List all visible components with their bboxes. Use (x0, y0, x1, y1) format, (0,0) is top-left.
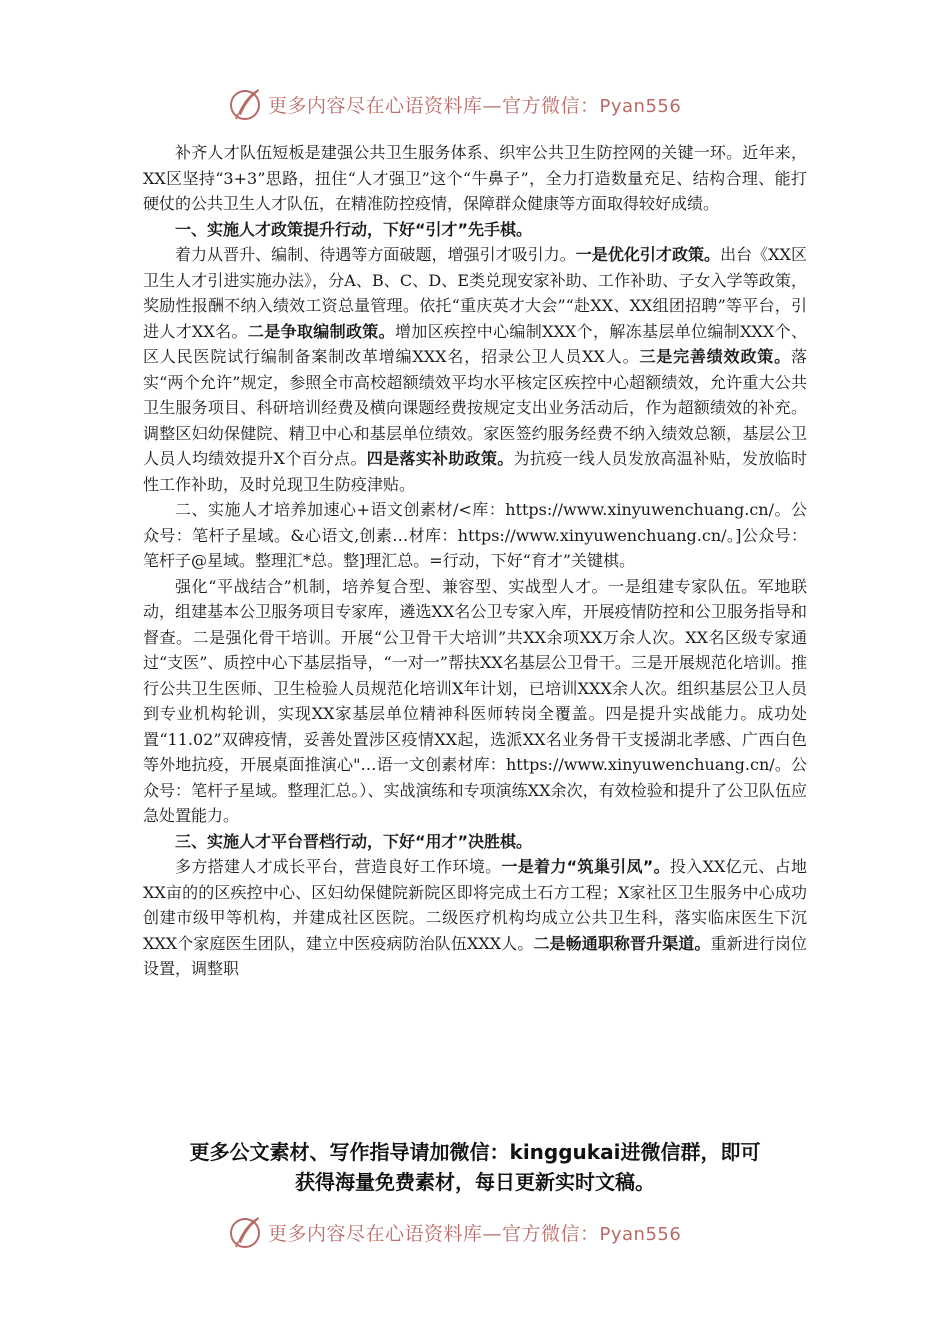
bold-lead-phrase: 四是落实补助政策。 (366, 449, 514, 468)
text-run: 落实“两个允许”规定，参照全市高校超额绩效平均水平核定区疾控中心超额绩效，允许重大公共卫生服务项目、科研培训经费及横向课题经费按规定支出业务活动后，作为超额绩效的补充。调整区妇幼保健院、精卫中心和基层单位绩效。家医签约服务经费不纳入绩效总额，基层公卫人员人均绩效提升X个百分点。 (143, 347, 807, 468)
bold-lead-phrase: 一是着力“筑巢引凤”。 (501, 857, 670, 876)
banner-wechat-id: Pyan556 (599, 1223, 682, 1245)
text-run: 多方搭建人才成长平台，营造良好工作环境。 (175, 857, 502, 876)
body-paragraph (143, 574, 807, 829)
quill-pen-logo-icon (228, 86, 264, 122)
banner-wechat-id: Pyan556 (599, 95, 682, 117)
text-run: 投入XX亿元、占地XX亩的的区疾控中心、区妇幼保健院新院区即将完成土石方工程；X家社区卫生服务中心成功创建市级甲等机构，并建成社区医院。二级医疗机构均成立公共卫生科，落实临床医生下沉XXX个家庭医生团队，建立中医疫病防治队伍XXX人。 (143, 857, 807, 953)
text-run: 强化“平战结合”机制，培养复合型、兼容型、实战型人才。一是组建专家队伍。军地联动，组建基本公卫服务项目专家库，遴选XX名公卫专家入库，开展疫情防控和公卫服务指导和督查。二是强化骨干培训。开展“公卫骨干大培训”共XX余项XX万余人次。XX名区级专家通过“支医”、质控中心下基层指导，“一对一”帮扶XX名基层公卫骨干。三是开展规范化培训。推行公共卫生医师、卫生检验人员规范化培训X年计划，已培训XXX余人次。组织基层公卫人员到专业机构轮训，实现XX家基层单位精神科医师转岗全覆盖。四是提升实战能力。成功处置“11.02”双碑疫情，妥善处置涉区疫情XX起，选派XX名业务骨干支援湖北孝感、广西白色等外地抗疫，开展桌面推演心"…语一文创素材库：https://www.xinyuwenchuang.cn/。公众号：笔杆子星域。整理汇总。）、实战演练和专项演练XX余次，有效检验和提升了公卫队伍应急处置能力。 (143, 576, 807, 825)
promo-note (100, 1137, 850, 1197)
banner-text: 更多内容尽在心语资料库—官方微信：Pyan556 (268, 1222, 682, 1245)
header-banner (228, 86, 748, 122)
promo-line-2: 获得海量免费素材，每日更新实时文稿。 (295, 1170, 655, 1194)
text-run: 为抗疫一线人员发放高温补贴，发放临时性工作补助，及时兑现卫生防疫津贴。 (143, 449, 807, 494)
body-paragraph (143, 140, 807, 217)
body-paragraph (143, 242, 807, 497)
footer-banner (228, 1214, 748, 1250)
body-paragraph (143, 497, 807, 574)
bold-lead-phrase: 二是争取编制政策。 (247, 321, 395, 341)
section-heading (143, 829, 807, 855)
text-run: 重新进行岗位设置，调整职 (143, 933, 807, 978)
text-run: 一、实施人才政策提升行动，下好“引才”先手棋。 (175, 219, 533, 239)
banner-text: 更多内容尽在心语资料库—官方微信：Pyan556 (268, 94, 682, 117)
text-run: 出台《XX区卫生人才引进实施办法》，分A、B、C、D、E类兑现安家补助、工作补助、子女入学等政策，奖励性报酬不纳入绩效工资总量管理。依托“重庆英才大会”“赴XX、XX组团招聘”等平台，引进人才XX名。 (143, 245, 807, 341)
text-run: 增加区疾控中心编制XXX个，解冻基层单位编制XXX个、区人民医院试行编制备案制改革增编XXX名，招录公卫人员XX人。 (143, 321, 807, 366)
text-run: 三、实施人才平台晋档行动，下好“用才”决胜棋。 (175, 831, 533, 851)
body-paragraph (143, 854, 807, 982)
text-run: 补齐人才队伍短板是建强公共卫生服务体系、织牢公共卫生防控网的关键一环。近年来，XX区坚持“3+3”思路，扭住“人才强卫”这个“牛鼻子”，全力打造数量充足、结构合理、能打硬仗的公共卫生人才队伍，在精准防控疫情，保障群众健康等方面取得较好成绩。 (143, 143, 807, 213)
quill-pen-logo-icon (228, 1214, 264, 1250)
text-run: 着力从晋升、编制、待遇等方面破题，增强引才吸引力。 (175, 245, 576, 264)
bold-lead-phrase: 一是优化引才政策。 (575, 245, 721, 264)
bold-lead-phrase: 三是完善绩效政策。 (639, 347, 791, 366)
bold-lead-phrase: 二是畅通职称晋升渠道。 (533, 933, 711, 953)
promo-line-1: 更多公文素材、写作指导请加微信：kinggukai进微信群，即可 (189, 1140, 761, 1164)
text-run: 二、实施人才培养加速心+语文创素材/<库：https://www.xinyuwenchuang.cn/。公众号：笔杆子星域。&心语文,创素…材库：https://www.xinyuwenchuang.cn/。]公众号：笔杆子@星域。整理汇*总。整]理汇总。=行动，下好“育才”关键棋。 (143, 500, 807, 570)
document-body (143, 140, 807, 982)
section-heading (143, 217, 807, 243)
